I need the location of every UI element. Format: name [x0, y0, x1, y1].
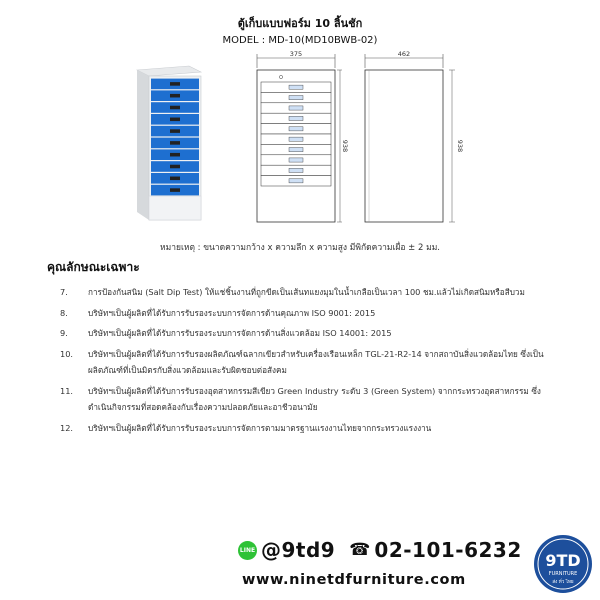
front-drawer-handle: [289, 158, 303, 162]
feature-item: [60, 420, 560, 437]
feature-item: [60, 325, 560, 342]
front-drawer-handle: [289, 116, 303, 120]
feature-number: 7.: [60, 287, 68, 297]
drawer-handle: [170, 153, 180, 157]
height-dimension-front: 938: [341, 139, 349, 153]
drawer-handle: [170, 82, 180, 86]
depth-dimension: 462: [397, 50, 411, 58]
logo-text: 9TD: [545, 551, 581, 570]
drawer-handle: [170, 106, 180, 110]
height-dimension-side: 938: [456, 139, 464, 153]
width-dimension: 375: [289, 50, 303, 58]
drawer-handle: [170, 118, 180, 122]
feature-text: บริษัทฯเป็นผู้ผลิตที่ได้รับการรับรองระบบการจัดการด้านสิ่งแวดล้อม ISO 14001: 2015: [88, 328, 392, 338]
feature-text: บริษัทฯเป็นผู้ผลิตที่ได้รับการรับรองระบบการจัดการด้านคุณภาพ ISO 9001: 2015: [88, 307, 376, 318]
front-drawer-handle: [289, 85, 303, 89]
feature-number: 11.: [60, 385, 74, 396]
front-drawer-handle: [289, 168, 303, 172]
cabinet-illustration: [127, 62, 207, 224]
line-id[interactable]: @9td9: [261, 538, 336, 562]
feature-number: 8.: [60, 307, 68, 318]
side-view-drawing: [357, 50, 467, 232]
feature-text: บริษัทฯเป็นผู้ผลิตที่ได้รับการรับรองอุตสาหกรรมสีเขียว Green Industry ระดับ 3 (Green System) จากกระทรวงอุตสาหกรรม ซึ่งดำเนินกิจกรรมที่สอดคล้องกับเรื่องความปลอดภัยและอาชีวอนามัย: [88, 385, 541, 412]
feature-item: [60, 305, 560, 322]
drawer-handle: [170, 165, 180, 169]
feature-number: 9.: [60, 328, 68, 338]
front-drawer-handle: [289, 106, 303, 110]
product-title: ตู้เก็บแบบฟอร์ม 10 ลิ้นชัก: [237, 17, 363, 30]
feature-number: 12.: [60, 422, 74, 433]
drawer-handle: [170, 141, 180, 145]
website-link[interactable]: www.ninetdfurniture.com: [242, 572, 466, 588]
logo-subtext: FURNITURE: [548, 571, 578, 577]
drawer-handle: [170, 177, 180, 181]
logo-tagline: ส่ง ทั่ว ไทย: [552, 580, 574, 585]
drawer-handle: [170, 129, 180, 133]
phone-icon: ☎: [349, 540, 371, 560]
feature-text: บริษัทฯเป็นผู้ผลิตที่ได้รับการรับรองผลิตภัณฑ์ฉลากเขียวสำหรับเครื่องเรือนเหล็ก TGL-21-R2-14 จากสถาบันสิ่งแวดล้อมไทย ซึ่งเป็นผลิตภัณฑ์ที่เป็นมิตรกับสิ่งแวดล้อมและรับผิดชอบต่อสังคม: [88, 348, 544, 375]
front-drawer-handle: [289, 96, 303, 100]
front-drawer-handle: [289, 137, 303, 141]
feature-item: [60, 284, 560, 301]
features-heading: คุณลักษณะเฉพาะ: [47, 260, 140, 274]
front-drawer-handle: [289, 179, 303, 183]
drawer-handle: [170, 94, 180, 98]
features-list: [60, 284, 560, 440]
feature-text: บริษัทฯเป็นผู้ผลิตที่ได้รับการรับรองระบบการจัดการตามมาตรฐานแรงงานไทยจากกระทรวงแรงงาน: [88, 422, 432, 433]
line-icon: LINE: [238, 541, 257, 560]
phone-number[interactable]: 02-101-6232: [374, 538, 522, 562]
feature-text: การป้องกันสนิม (Salt Dip Test) ให้แช่ชิ้นงานที่ถูกขีดเป็นเส้นทแยงมุมในน้ำเกลือเป็นเวลา 100 ชม.แล้วไม่เกิดสนิมหรือสีบวม: [88, 287, 525, 297]
feature-item: [60, 346, 560, 379]
model-number: MODEL : MD-10(MD10BWB-02): [222, 35, 378, 46]
front-drawer-handle: [289, 127, 303, 131]
front-view-drawing: [247, 50, 349, 232]
contact-bar: [238, 538, 522, 562]
feature-number: 10.: [60, 348, 74, 359]
dimension-remark: หมายเหตุ : ขนาดความกว้าง x ความลึก x ความสูง มีพิกัดความเผื่อ ± 2 มม.: [159, 243, 441, 253]
brand-logo: [532, 533, 594, 595]
drawer-handle: [170, 188, 180, 192]
feature-item: [60, 383, 560, 416]
front-drawer-handle: [289, 148, 303, 152]
